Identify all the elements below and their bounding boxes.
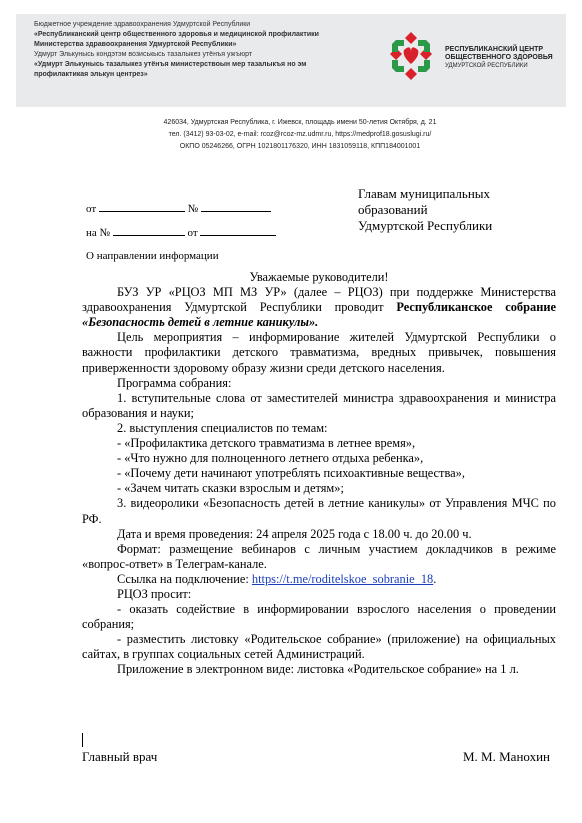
ref-number-label: на № — [86, 227, 111, 239]
letter-subject: О направлении информации — [86, 250, 219, 262]
program-item-2: 2. выступления специалистов по темам: — [117, 420, 328, 435]
recipient-block — [358, 186, 492, 234]
address-line: 426034, Удмуртская Республика, г. Ижевск, площадь имени 50-летия Октября, д. 21 — [163, 119, 437, 126]
attachment-note: Приложение в электронном виде: листовка «Родительское собрание» на 1 л. — [117, 662, 519, 677]
paragraph-intro — [82, 285, 556, 330]
event-datetime: Дата и время проведения: 24 апреля 2025 года с 18.00 ч. до 20.00 ч. — [117, 526, 472, 541]
ref-date-blank — [200, 226, 276, 236]
contacts-line: тел. (3412) 93-03-02, e-mail: rcoz@rcoz-mz.udmr.ru, https://medprof18.gosuslugi.ru/ — [168, 131, 432, 138]
org-line: профилактикая элькун центрез» — [34, 71, 148, 78]
text-cursor — [82, 733, 83, 747]
date-blank — [99, 202, 185, 212]
letter-body — [82, 270, 556, 678]
paragraph-goal: Цель мероприятия – информирование жителей Удмуртской Республики о важности профилактики детского травматизма, вредных привычек, повышения приверженности здоровому образу жизни среди детского населения. — [82, 330, 556, 375]
topic-item: - «Почему дети начинают употреблять психоактивные вещества», — [117, 466, 465, 481]
org-line: Бюджетное учреждение здравоохранения Удмуртской Республики — [34, 21, 251, 28]
requests-heading: РЦОЗ просит: — [117, 586, 192, 601]
from-label: от — [187, 227, 198, 239]
signatory-title: Главный врач — [82, 749, 158, 764]
recipient-line: Главам муниципальных — [358, 186, 491, 201]
link-label: Ссылка на подключение: — [117, 571, 252, 586]
topic-item: - «Что нужно для полноценного летнего отдыха ребенка», — [117, 451, 424, 466]
greeting: Уважаемые руководители! — [249, 270, 389, 284]
org-line: «Удмурт Элькунысь тазалыкез утёнъя министерствоын мер тазалыкъя но эм — [34, 61, 307, 68]
address-block — [140, 117, 460, 153]
incoming-reg-row — [86, 226, 276, 239]
signatory-name: М. М. Манохин — [463, 749, 550, 764]
logo-line: ОБЩЕСТВЕННОГО ЗДОРОВЬЯ — [445, 54, 553, 61]
rcoz-logo-icon — [384, 30, 438, 82]
requisites-line: ОКПО 05246266, ОГРН 1021801176320, ИНН 1831059118, КПП184001001 — [179, 143, 421, 150]
letterhead-org-names — [34, 20, 374, 80]
program-item-1: 1. вступительные слова от заместителей министра здравоохранения и министра образования и науки; — [82, 390, 556, 420]
from-label: от — [86, 203, 97, 215]
org-line: Удмурт Элькунысь кондэтэм возиськысь тазалыкез утёнъя ужъюрт — [34, 51, 253, 58]
topic-item: - «Профилактика детского травматизма в летнее время», — [117, 436, 416, 451]
org-line: «Республиканский центр общественного здоровья и медицинской профилактики — [34, 31, 319, 38]
logo-caption — [445, 46, 553, 70]
recipient-line: Удмуртской Республики — [358, 218, 493, 233]
number-label: № — [187, 203, 199, 215]
logo-line: УДМУРТСКОЙ РЕСПУБЛИКИ — [445, 63, 528, 69]
telegram-link[interactable]: https://t.me/roditelskoe_sobranie_18 — [251, 571, 434, 586]
org-line: Министерства здравоохранения Удмуртской Республики» — [34, 41, 237, 48]
logo-line: РЕСПУБЛИКАНСКИЙ ЦЕНТР — [445, 46, 544, 53]
ref-number-blank — [113, 226, 185, 236]
recipient-line: образований — [358, 202, 428, 217]
request-item-2: - разместить листовку «Родительское собрание» (приложение) на официальных сайтах, в группах социальных сетей Администраций. — [82, 632, 556, 662]
program-item-3: 3. видеоролики «Безопасность детей в летние каникулы» от Управления МЧС по РФ. — [82, 496, 556, 526]
connection-link-row: Ссылка на подключение: https://t.me/roditelskoe_sobranie_18. — [117, 571, 437, 586]
outgoing-reg-row — [86, 202, 271, 215]
program-heading: Программа собрания: — [117, 375, 232, 390]
event-type: Республиканское собрание — [396, 300, 556, 315]
request-item-1: - оказать содействие в информировании взрослого населения о проведении собрания; — [82, 602, 556, 632]
event-format: Формат: размещение вебинаров с личным участием докладчиков в режиме «вопрос-ответ» в Телеграм-канале. — [82, 541, 556, 571]
intro-text: БУЗ УР «РЦОЗ МП МЗ УР» (далее – РЦОЗ) при поддержке Министерства здравоохранения Удмуртской Республики проводит — [82, 285, 556, 315]
number-blank — [201, 202, 271, 212]
event-title: «Безопасность детей в летние каникулы». — [82, 315, 319, 330]
topic-item: - «Зачем читать сказки взрослым и детям»; — [117, 481, 344, 496]
